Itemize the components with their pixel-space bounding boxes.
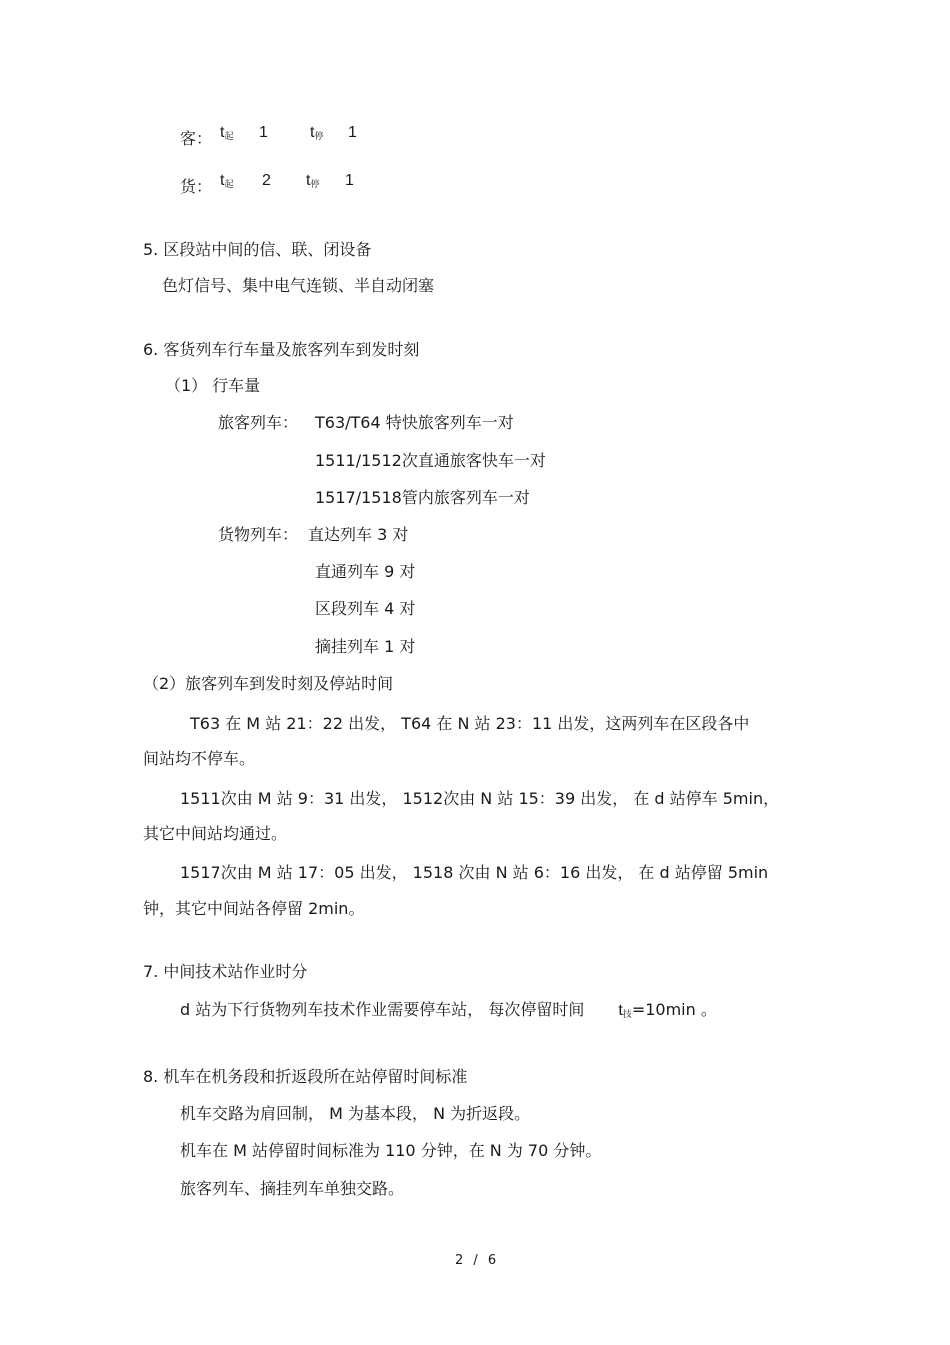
section-7-heading: 7. 中间技术站作业时分 [143, 962, 308, 981]
freight-t-start-value: 2 [262, 172, 271, 189]
section-5-heading: 5. 区段站中间的信、联、闭设备 [143, 240, 372, 259]
passenger-train-item: 1511/1512次直通旅客快车一对 [315, 451, 546, 470]
passenger-t-start: $t_起$ [220, 124, 234, 141]
section-8-line-1: 机车交路为肩回制， M 为基本段， N 为折返段。 [180, 1104, 531, 1123]
section-8-line-3: 旅客列车、摘挂列车单独交路。 [180, 1179, 405, 1198]
passenger-t-stop: $t_停$ [310, 124, 324, 141]
paragraph-1517: 1517次由 M 站 17：05 出发， 1518 次由 N 站 6：16 出发， 在 d 站停留 5min [180, 863, 769, 882]
freight-t-stop: $t_停$ [306, 172, 320, 189]
passenger-train-item: 1517/1518管内旅客列车一对 [315, 488, 530, 507]
freight-train-item: 直通列车 9 对 [315, 562, 416, 581]
passenger-t-stop-value: 1 [348, 124, 357, 141]
section-8-heading: 8. 机车在机务段和折返段所在站停留时间标准 [143, 1067, 468, 1086]
section-6-heading: 6. 客货列车行车量及旅客列车到发时刻 [143, 340, 420, 359]
paragraph-1511-cont: 其它中间站均通过。 [143, 824, 288, 843]
section-7-body: d 站为下行货物列车技术作业需要停车站， 每次停留时间 $t_技=10\min$ 。 [180, 1000, 717, 1020]
passenger-t-start-value: 1 [259, 124, 268, 141]
freight-trains-label: 货物列车： [218, 525, 299, 544]
section-5-body: 色灯信号、集中电气连锁、半自动闭塞 [162, 276, 435, 295]
paragraph-1511: 1511次由 M 站 9：31 出发， 1512次由 N 站 15：39 出发， 在 d 站停车 5min， [180, 789, 780, 808]
freight-t-start: $t_起$ [220, 172, 234, 189]
section-6-sub2: （2）旅客列车到发时刻及停站时间 [143, 674, 394, 693]
page-number: 2 / 6 [455, 1253, 500, 1268]
freight-label: 货： [180, 177, 213, 196]
section-8-line-2: 机车在 M 站停留时间标准为 110 分钟，在 N 为 70 分钟。 [180, 1141, 602, 1160]
freight-train-item: 直达列车 3 对 [308, 525, 409, 544]
freight-train-item: 区段列车 4 对 [315, 599, 416, 618]
passenger-train-item: T63/T64 特快旅客列车一对 [315, 413, 514, 432]
passenger-label: 客： [180, 129, 213, 148]
freight-train-item: 摘挂列车 1 对 [315, 637, 416, 656]
paragraph-t63: T63 在 M 站 21：22 出发， T64 在 N 站 23：11 出发，这两列车在区段各中 [190, 714, 750, 733]
paragraph-1517-cont: 钟，其它中间站各停留 2min。 [143, 899, 365, 918]
paragraph-t63-cont: 间站均不停车。 [143, 749, 256, 768]
passenger-trains-label: 旅客列车： [218, 413, 299, 432]
section-6-sub1: （1） 行车量 [165, 376, 261, 395]
freight-t-stop-value: 1 [345, 172, 354, 189]
